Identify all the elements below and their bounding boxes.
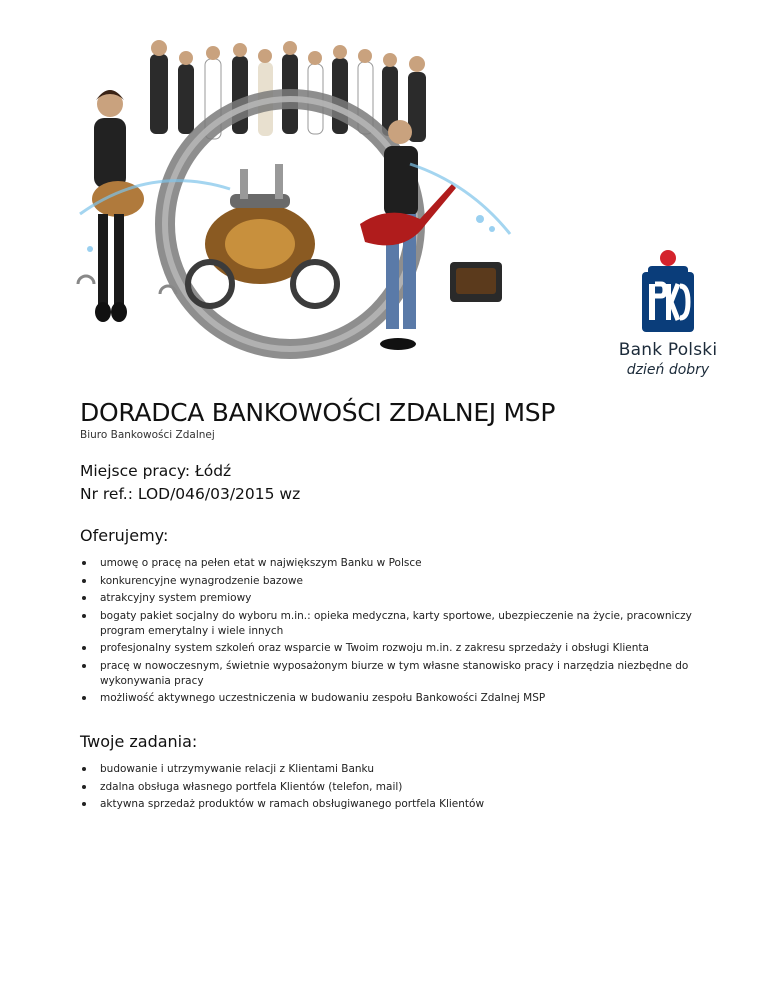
job-meta (80, 460, 700, 506)
list-item (80, 591, 700, 606)
list-item (80, 574, 700, 589)
bullet-icon (82, 664, 86, 668)
bullet-icon (82, 696, 86, 700)
list-item-text: profesjonalny system szkoleń oraz wsparcie w Twoim rozwoju m.in. z zakresu sprzedaży i obsługi Klienta (100, 642, 649, 654)
brand-name: Bank Polski (618, 340, 718, 360)
list-item-text: konkurencyjne wynagrodzenie bazowe (100, 574, 303, 587)
bullet-icon (82, 785, 86, 789)
list-item (80, 609, 700, 639)
list-item-text: bogaty pakiet socjalny do wyboru m.in.: opieka medyczna, karty sportowe, ubezpieczenie na życie, pracowniczy program emerytalny i wiele innych (100, 609, 692, 637)
list-item-text: pracę w nowoczesnym, świetnie wyposażonym biurze w tym własne stanowisko pracy i narzędzia niezbędne do wykonywania pracy (100, 659, 689, 687)
bullet-icon (82, 596, 86, 600)
bullet-icon (82, 802, 86, 806)
pko-logo-icon (638, 250, 698, 334)
tasks-heading: Twoje zadania: (80, 732, 198, 751)
tasks-list (80, 762, 700, 812)
list-item (80, 780, 700, 795)
list-item (80, 797, 700, 812)
job-posting (80, 398, 700, 830)
brand-block (608, 250, 728, 378)
offer-heading: Oferujemy: (80, 526, 169, 545)
list-item (80, 691, 700, 706)
bullet-icon (82, 579, 86, 583)
bullet-icon (82, 767, 86, 771)
bullet-icon (82, 646, 86, 650)
list-item-text: budowanie i utrzymywanie relacji z Klientami Banku (100, 763, 374, 775)
list-item (80, 556, 700, 571)
list-item (80, 762, 700, 777)
offer-list (80, 556, 700, 706)
list-item (80, 641, 700, 656)
hero-illustration (60, 14, 520, 374)
department: Biuro Bankowości Zdalnej (80, 429, 215, 441)
bullet-icon (82, 614, 86, 618)
job-reference: Nr ref.: LOD/046/03/2015 wz (80, 485, 301, 503)
job-location: Miejsce pracy: Łódź (80, 462, 232, 480)
brand-tagline: dzień dobry (626, 362, 710, 378)
bullet-icon (82, 561, 86, 565)
list-item-text: umowę o pracę na pełen etat w największym Banku w Polsce (100, 557, 422, 569)
list-item (80, 659, 700, 689)
list-item-text: aktywna sprzedaż produktów w ramach obsługiwanego portfela Klientów (100, 798, 485, 810)
list-item-text: możliwość aktywnego uczestniczenia w budowaniu zespołu Bankowości Zdalnej MSP (100, 692, 546, 704)
list-item-text: zdalna obsługa własnego portfela Klientów (telefon, mail) (100, 780, 403, 793)
job-title: DORADCA BANKOWOŚCI ZDALNEJ MSP (80, 398, 556, 427)
list-item-text: atrakcyjny system premiowy (100, 592, 252, 604)
